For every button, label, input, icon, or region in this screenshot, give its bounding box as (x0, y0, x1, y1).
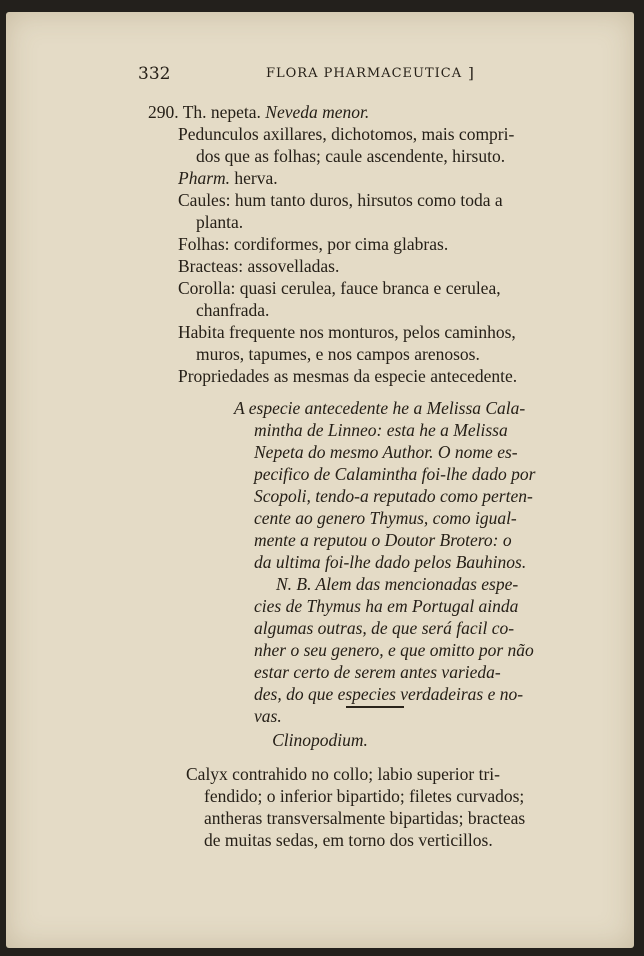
genus-line: fendido; o inferior bipartido; filetes curvados; (204, 786, 525, 806)
entry-line: planta. (196, 212, 244, 232)
note-line: algumas outras, de que será facil co- (254, 618, 515, 638)
genus-title: Clinopodium. (272, 730, 368, 750)
note-line: nher o seu genero, e que omitto por não (254, 640, 534, 660)
book-page (6, 12, 634, 948)
note-line: A especie antecedente he a Melissa Cala- (234, 398, 526, 418)
entry-line: Bracteas: assovelladas. (178, 256, 340, 276)
entry-line: Propriedades as mesmas da especie antecedente. (178, 366, 518, 386)
note-line: N. B. Alem das mencionadas espe- (276, 574, 519, 594)
note-line: des, do que especies verdadeiras e no- (254, 684, 524, 704)
note-line: cies de Thymus ha em Portugal ainda (254, 596, 519, 616)
entry-line: Pedunculos axillares, dichotomos, mais compri- (178, 124, 515, 144)
entry-line: muros, tapumes, e nos campos arenosos. (196, 344, 480, 364)
page-number: 332 (138, 64, 171, 84)
pharm-label: Pharm. (178, 168, 231, 188)
genus-line: de muitas sedas, em torno dos verticillos. (204, 830, 493, 850)
note-line: Nepeta do mesmo Author. O nome es- (254, 442, 518, 462)
note-line: da ultima foi-lhe dado pelos Bauhinos. (254, 552, 527, 572)
note-line: estar certo de serem antes varieda- (254, 662, 501, 682)
running-head (138, 64, 474, 84)
note-line: vas. (254, 706, 282, 726)
entry-line: dos que as folhas; caule ascendente, hirsuto. (196, 146, 506, 166)
entry-line: Caules: hum tanto duros, hirsutos como toda a (178, 190, 503, 210)
entry-line: Corolla: quasi cerulea, fauce branca e cerulea, (178, 278, 501, 298)
entry-pharm (178, 168, 278, 188)
note-line: mintha de Linneo: esta he a Melissa (254, 420, 508, 440)
entry-line: Folhas: cordiformes, por cima glabras. (178, 234, 449, 254)
entry-name: Th. nepeta. (182, 102, 261, 122)
entry-common-name: Neveda menor. (265, 102, 370, 122)
entry-number: 290. (148, 102, 179, 122)
note-line: pecifico de Calamintha foi-lhe dado por (254, 464, 536, 484)
note-line: mente a reputou o Doutor Brotero: o (254, 530, 512, 550)
genus-line: antheras transversalmente bipartidas; bracteas (204, 808, 526, 828)
running-title: FLORA PHARMACEUTICA (266, 66, 463, 81)
entry-line: Habita frequente nos monturos, pelos caminhos, (178, 322, 516, 342)
pharm-value: herva. (234, 168, 278, 188)
genus-line: Calyx contrahido no collo; labio superior tri- (186, 764, 500, 784)
note-line: cente ao genero Thymus, como igual- (254, 508, 517, 528)
entry-line: chanfrada. (196, 300, 270, 320)
entry-heading (148, 102, 369, 122)
section-divider (346, 706, 404, 708)
note-line: Scopoli, tendo-a reputado como perten- (254, 486, 533, 506)
running-head-mark: ] (468, 64, 474, 82)
